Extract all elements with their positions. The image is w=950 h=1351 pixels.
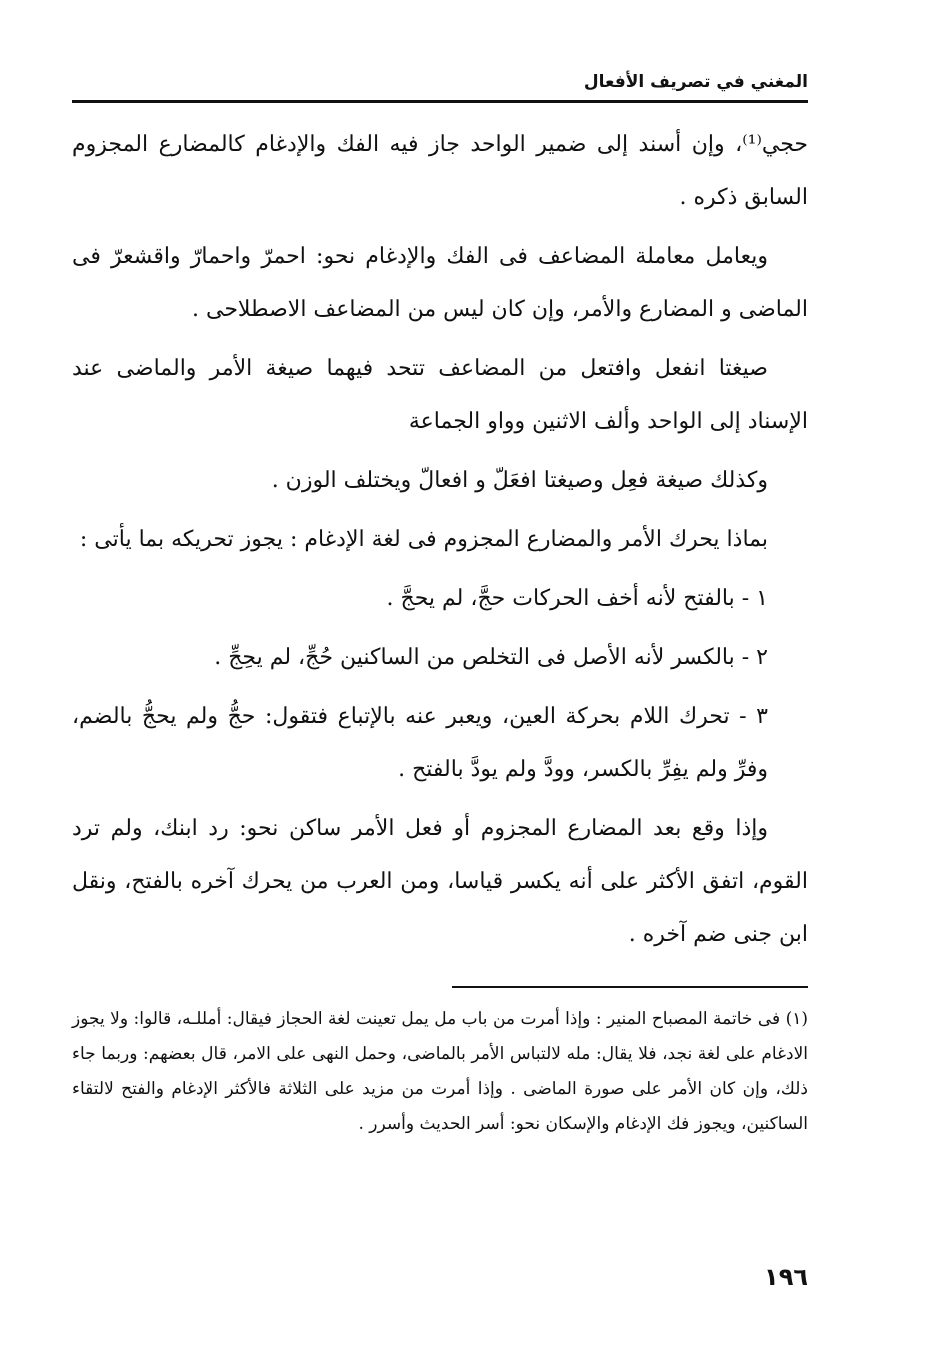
paragraph-1: حجي⁽¹⁾، وإن أسند إلى ضمير الواحد جاز فيه الفك والإدغام كالمضارع المجزوم السابق ذكره . [72,132,808,210]
paragraph-2: ويعامل معاملة المضاعف فى الفك والإدغام نحو: احمرّ واحمارّ واقشعرّ فى الماضى و المضارع والأمر، وإن كان ليس من المضاعف الاصطلاحى . [72,244,808,322]
main-text [72,118,808,967]
paragraph-6: وإذا وقع بعد المضارع المجزوم أو فعل الأمر ساكن نحو: رد ابنك، ولم ترد القوم، اتفق الأكثر على أنه يكسر قياسا، ومن العرب من يحرك آخره بالفتح، ونقل ابن جنى ضم آخره . [72,816,808,947]
header-rule [72,100,808,103]
footnote-text: (١) فى خاتمة المصباح المنير : وإذا أمرت من باب مل يمل تعينت لغة الحجاز فيقال: أمللـه، قالوا: ولا يجوز الادغام على لغة نجد، فلا يقال: مله لالتباس الأمر بالماضى، وحمل النهى على الامر، قال بعضهم: وربما جاء ذلك، وإن كان الأمر على صورة الماضى . وإذا أمرت من مزيد على الثلاثة فالأكثر الإدغام والفتح لالتقاء الساكنين، ويجوز فك الإدغام والإسكان نحو: أسر الحديث وأسرر . [72,1009,808,1134]
running-head: المغني في تصريف الأفعال [583,72,808,92]
list-item-2: ٢ - بالكسر لأنه الأصل فى التخلص من الساكنين حُجِّ، لم يحِجِّ . [214,645,768,670]
page-number: ١٩٦ [764,1263,808,1291]
footnote-rule [452,986,808,988]
list-item-3: ٣ - تحرك اللام بحركة العين، ويعبر عنه بالإتباع فتقول: حجُّ ولم يحجُّ بالضم، وفرِّ ولم يفِرِّ بالكسر، وودَّ ولم يودَّ بالفتح . [72,704,768,782]
list-item-1: ١ - بالفتح لأنه أخف الحركات حجَّ، لم يحجَّ . [386,586,768,611]
paragraph-3: صيغتا انفعل وافتعل من المضاعف تتحد فيهما صيغة الأمر والماضى عند الإسناد إلى الواحد وألف الاثنين وواو الجماعة [72,356,808,434]
paragraph-5: بماذا يحرك الأمر والمضارع المجزوم فى لغة الإدغام : يجوز تحريكه بما يأتى : [79,527,768,552]
paragraph-4: وكذلك صيغة فعِل وصيغتا افعَلّ و افعالّ ويختلف الوزن . [271,468,768,493]
footnote [72,1002,808,1142]
